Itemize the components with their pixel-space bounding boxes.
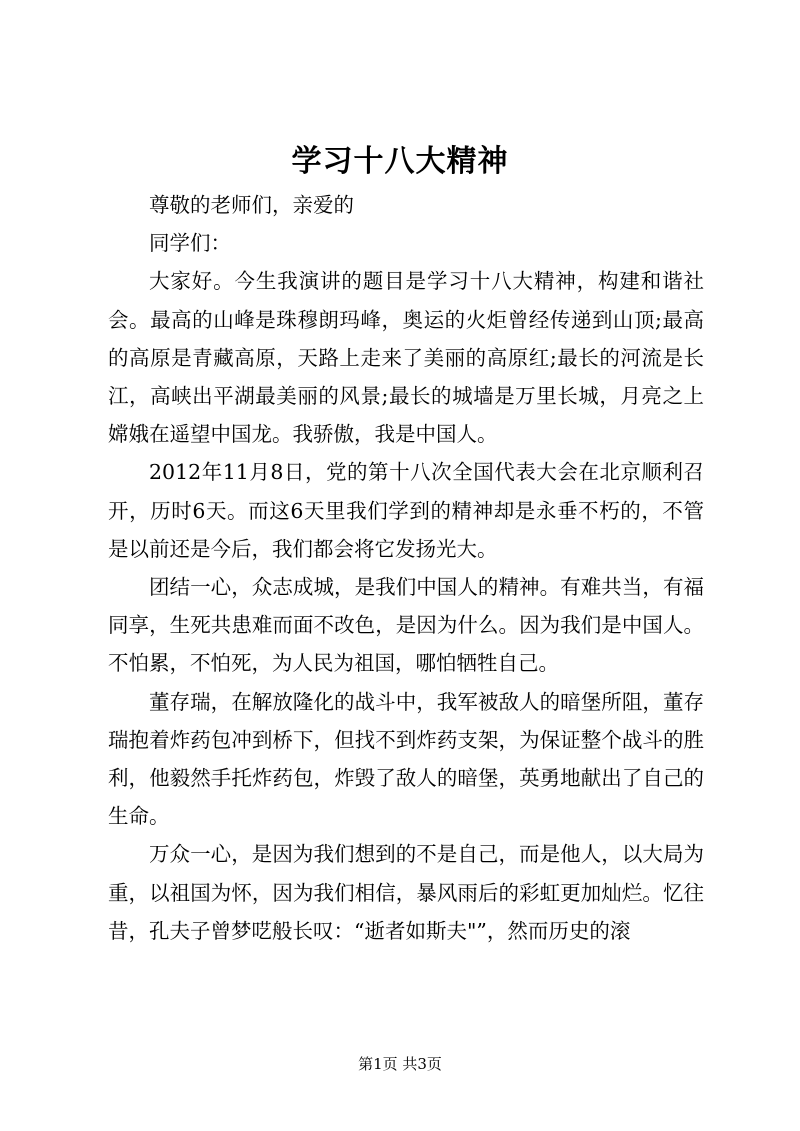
paragraph-congress: 2012年11月8日，党的第十八次全国代表大会在北京顺利召开，历时6天。而这6天里我们学到的精神却是永垂不朽的，不管是以前还是今后，我们都会将它发扬光大。 xyxy=(108,460,704,561)
paragraph-salutation-1: 尊敬的老师们，亲爱的 xyxy=(149,193,354,217)
document-title: 学习十八大精神 xyxy=(291,144,509,179)
paragraph-one-heart: 万众一心，是因为我们想到的不是自己，而是他人，以大局为重，以祖国为怀，因为我们相信，暴风雨后的彩虹更加灿烂。忆往昔，孔夫子曾梦呓般长叹：“逝者如斯夫"”，然而历史的滚 xyxy=(108,842,704,943)
page-footer: 第1页 共3页 xyxy=(358,1055,442,1073)
document-body xyxy=(108,186,704,950)
paragraph-intro: 大家好。今生我演讲的题目是学习十八大精神，构建和谐社会。最高的山峰是珠穆朗玛峰，奥运的火炬曾经传递到山顶;最高的高原是青藏高原，天路上走来了美丽的高原红;最长的河流是长江，高峡出平湖最美丽的风景;最长的城墙是万里长城，月亮之上嫦娥在遥望中国龙。我骄傲，我是中国人。 xyxy=(108,269,704,447)
paragraph-unity: 团结一心，众志成城，是我们中国人的精神。有难共当，有福同享，生死共患难而面不改色，是因为什么。因为我们是中国人。不怕累，不怕死，为人民为祖国，哪怕牺牲自己。 xyxy=(108,575,704,676)
paragraph-dong-cunrui: 董存瑞，在解放隆化的战斗中，我军被敌人的暗堡所阻，董存瑞抱着炸药包冲到桥下，但找不到炸药支架，为保证整个战斗的胜利，他毅然手托炸药包，炸毁了敌人的暗堡，英勇地献出了自己的生命。 xyxy=(108,689,704,829)
paragraph-salutation-2: 同学们： xyxy=(149,231,231,256)
